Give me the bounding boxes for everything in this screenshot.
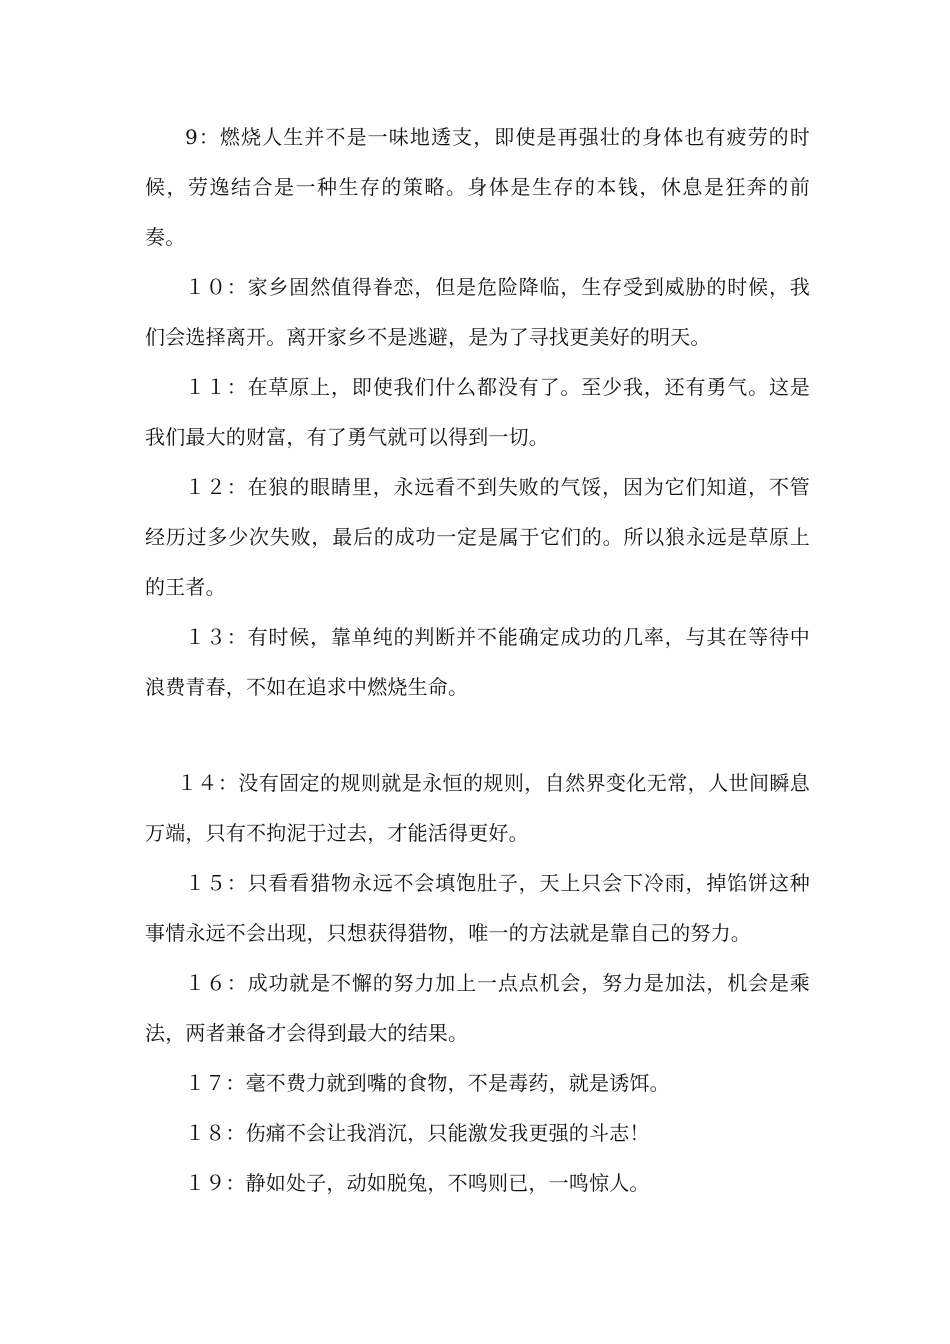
- paragraph-16: １６：成功就是不懈的努力加上一点点机会，努力是加法，机会是乘法，两者兼备才会得到最大的结果。: [145, 971, 810, 1045]
- paragraph-11: １１：在草原上，即使我们什么都没有了。至少我，还有勇气。这是我们最大的财富，有了勇气就可以得到一切。: [145, 375, 810, 449]
- paragraph-9: 9：燃烧人生并不是一味地透支，即使是再强壮的身体也有疲劳的时候，劳逸结合是一种生存的策略。身体是生存的本钱，休息是狂奔的前奏。: [145, 125, 810, 249]
- paragraph-18: １８：伤痛不会让我消沉，只能激发我更强的斗志！: [185, 1121, 650, 1145]
- paragraph-19: １９：静如处子，动如脱兔，不鸣则已，一鸣惊人。: [185, 1171, 650, 1195]
- paragraph-17: １７：毫不费力就到嘴的食物，不是毒药，就是诱饵。: [185, 1071, 670, 1095]
- paragraph-14: １４：没有固定的规则就是永恒的规则，自然界变化无常，人世间瞬息万端，只有不拘泥于过去，才能活得更好。: [145, 771, 810, 845]
- paragraph-13: １３：有时候，靠单纯的判断并不能确定成功的几率，与其在等待中浪费青春，不如在追求中燃烧生命。: [145, 625, 810, 699]
- paragraph-10: １０：家乡固然值得眷恋，但是危险降临，生存受到威胁的时候，我们会选择离开。离开家乡不是逃避，是为了寻找更美好的明天。: [145, 275, 810, 349]
- paragraph-12: １２：在狼的眼睛里，永远看不到失败的气馁，因为它们知道，不管经历过多少次失败，最后的成功一定是属于它们的。所以狼永远是草原上的王者。: [145, 475, 810, 599]
- paragraph-15: １５：只看看猎物永远不会填饱肚子，天上只会下冷雨，掉馅饼这种事情永远不会出现，只想获得猎物，唯一的方法就是靠自己的努力。: [145, 871, 810, 945]
